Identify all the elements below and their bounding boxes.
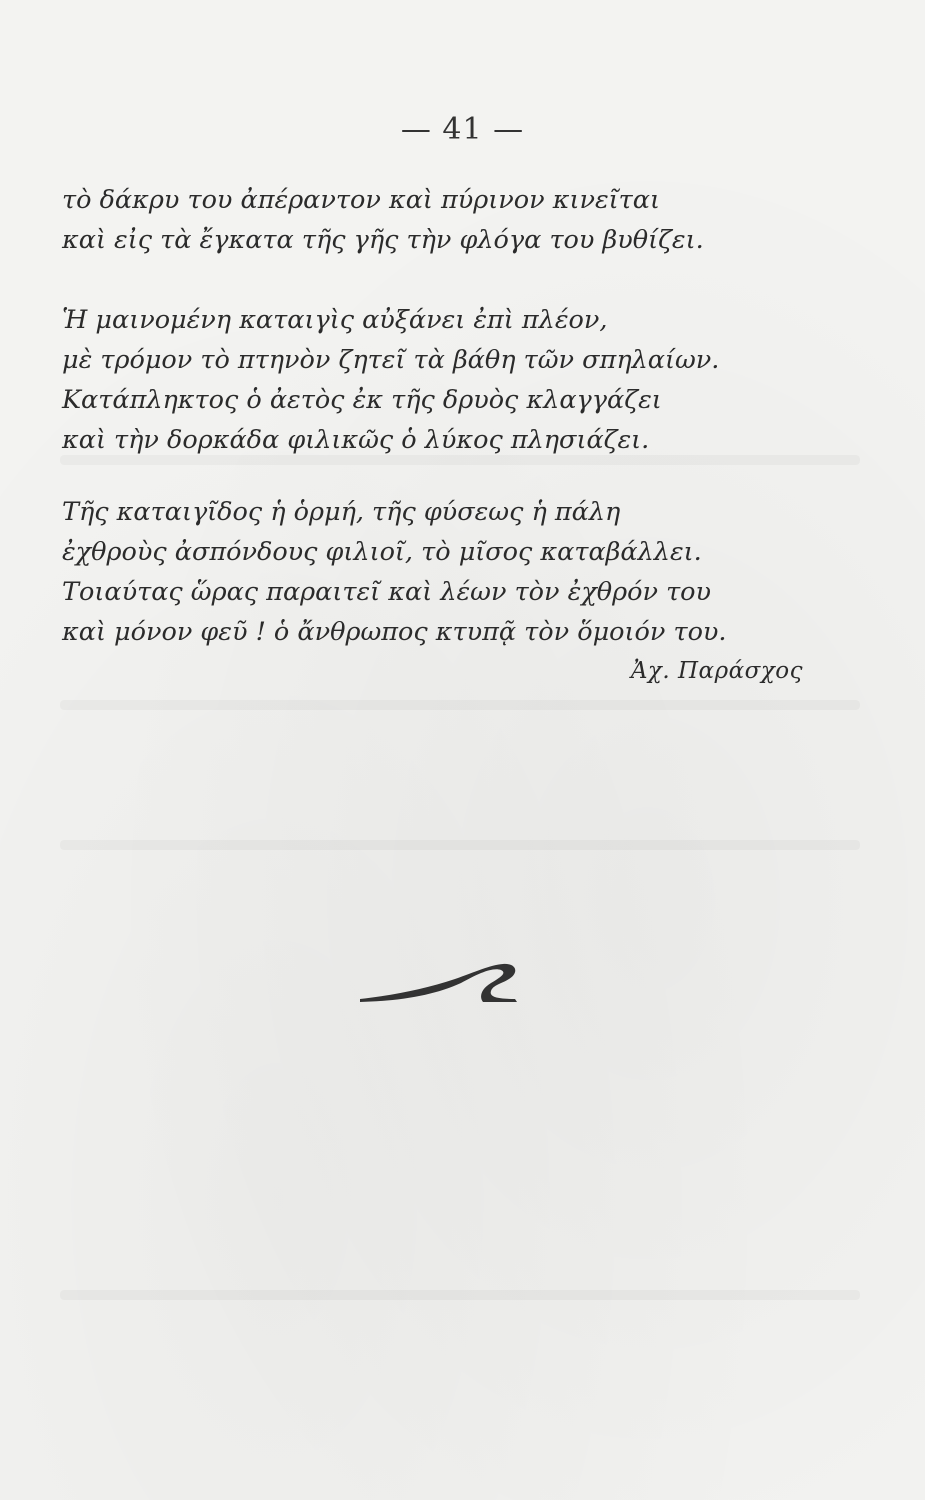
poem-line: καὶ εἰς τὰ ἔγκατα τῆς γῆς τὴν φλόγα του βυθίζει. <box>62 225 704 255</box>
page-number: — 41 — <box>400 112 525 147</box>
poem-line: Τοιαύτας ὥρας παραιτεῖ καὶ λέων τὸν ἐχθρόν του <box>62 577 712 607</box>
poem-line: Ἡ μαινομένη καταιγὶς αὐξάνει ἐπὶ πλέον, <box>62 305 608 335</box>
bleed-through-shade <box>60 840 860 850</box>
poem-stanza <box>62 300 842 460</box>
tailpiece-ornament-icon <box>355 955 525 1015</box>
author-signature: Ἀχ. Παράσχος <box>630 658 803 684</box>
poem-line: τὸ δάκρυ του ἀπέραντον καὶ πύρινον κινεῖται <box>62 185 660 215</box>
poem-line: Τῆς καταιγῖδος ἡ ὁρμή, τῆς φύσεως ἡ πάλη <box>62 497 621 527</box>
poem-line: καὶ τὴν δορκάδα φιλικῶς ὁ λύκος πλησιάζει. <box>62 425 650 455</box>
poem-line: καὶ μόνον φεῦ ! ὁ ἄνθρωπος κτυπᾷ τὸν ὅμοιόν του. <box>62 617 727 647</box>
poem-line: μὲ τρόμον τὸ πτηνὸν ζητεῖ τὰ βάθη τῶν σπηλαίων. <box>62 345 720 375</box>
bleed-through-shade <box>60 700 860 710</box>
bleed-through-shade <box>60 1290 860 1300</box>
poem-line: Κατάπληκτος ὁ ἀετὸς ἐκ τῆς δρυὸς κλαγγάζει <box>62 385 662 415</box>
poem-line: ἐχθροὺς ἀσπόνδους φιλιοῖ, τὸ μῖσος καταβάλλει. <box>62 537 702 567</box>
poem-stanza <box>62 180 842 260</box>
poem-stanza <box>62 492 842 652</box>
